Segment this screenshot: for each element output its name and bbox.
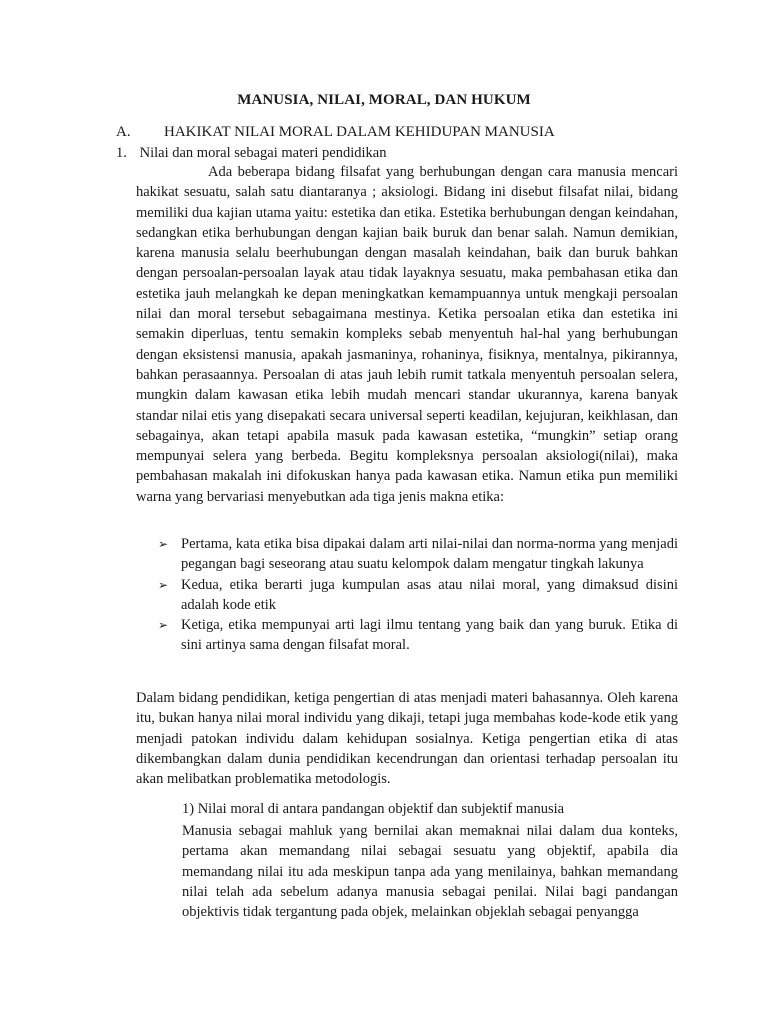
sub-item-heading: 1) Nilai moral di antara pandangan objektif dan subjektif manusia	[182, 801, 565, 817]
arrow-bullet-icon: ➢	[158, 618, 169, 633]
list-item-text: Ketiga, etika mempunyai arti lagi ilmu tentang yang baik dan yang buruk. Etika di sini artinya sama dengan filsafat moral.	[181, 617, 678, 654]
paragraph-aksiologi: Ada beberapa bidang filsafat yang berhubungan dengan cara manusia mencari hakikat sesuatu, salah satu diantaranya ; aksiologi. Bidang ini disebut filsafat nilai, bidang memiliki dua kajian utama yaitu: estetika dan etika. Estetika berhubungan dengan keindahan, sedangkan etika berhubungan dengan kajian baik buruk dan benar salah. Namun demikian, karena manusia selalu beerhubungan dengan masalah keindahan, baik dan buruk bahkan dengan persoalan-persoalan layak atau tidak layaknya sesuatu, maka pembahasan etika dan estetika jauh melangkah ke depan meningkatkan kemampuannya untuk mengkaji persoalan nilai dan moral tersebut sebagaimana mestinya. Ketika persoalan etika dan estetika ini semakin diperluas, tentu semakin kompleks sebab menyentuh hal-hal yang berhubungan dengan eksistensi manusia, apakah jasmaninya, rohaninya, fisiknya, mentalnya, pikirannya, bahkan perasaannya. Persoalan di atas jauh lebih rumit tatkala menyentuh persoalan selera, mungkin dalam kawasan etika lebih mudah mencari standar ukurannya, karena banyak standar nilai etis yang disepakati secara universal seperti keadilan, kejujuran, keikhlasan, dan sebagainya, akan tetapi apabila masuk pada kawasan estetika, “mungkin” setiap orang mempunyai selera yang berbeda. Begitu kompleksnya persoalan aksiologi(nilai), maka pembahasan makalah ini difokuskan hanya pada kawasan etika. Namun etika pun memiliki warna yang bervariasi menyebutkan ada tiga jenis makna etika:	[136, 164, 678, 505]
list-item	[158, 575, 678, 616]
etika-meanings-list	[158, 534, 678, 656]
section-title: HAKIKAT NILAI MORAL DALAM KEHIDUPAN MANUSIA	[164, 124, 555, 140]
arrow-bullet-icon: ➢	[158, 537, 169, 551]
subsection-number: 1.	[116, 145, 127, 161]
document-title: MANUSIA, NILAI, MORAL, DAN HUKUM	[237, 92, 531, 108]
list-item-text: Pertama, kata etika bisa dipakai dalam arti nilai-nilai dan norma-norma yang menjadi pegangan bagi seseorang atau suatu kelompok dalam mengatur tingkah lakunya	[181, 536, 678, 573]
subsection-1-heading	[116, 145, 386, 162]
arrow-bullet-icon: ➢	[158, 577, 169, 592]
subsection-title: Nilai dan moral sebagai materi pendidikan	[139, 145, 387, 161]
section-letter: A.	[116, 124, 131, 140]
paragraph-nilai-objektif: Manusia sebagai mahluk yang bernilai akan memaknai nilai dalam dua konteks, pertama akan memandang nilai sebagai sesuatu yang objektif, apabila dia memandang nilai itu ada meskipun tanpa ada yang menilainya, bahkan memandang nilai telah ada sebelum adanya manusia sebagai penilai. Nilai bagi pandangan objektivis tidak tergantung pada objek, melainkan objeklah sebagai penyangga	[182, 823, 678, 921]
list-item	[158, 615, 678, 656]
list-item-text: Kedua, etika berarti juga kumpulan asas atau nilai moral, yang dimaksud disini adalah kode etik	[181, 576, 678, 613]
list-item	[158, 534, 678, 575]
paragraph-pendidikan: Dalam bidang pendidikan, ketiga pengertian di atas menjadi materi bahasannya. Oleh karena itu, bukan hanya nilai moral individu yang dikaji, tetapi juga membahas kode-kode etik yang menjadi patokan individu dalam kehidupan sosialnya. Ketiga pengertian etika di atas dikembangkan dalam dunia pendidikan kecendrungan dan orientasi terhadap persoalan itu akan melibatkan problematika metodologis.	[136, 690, 678, 788]
